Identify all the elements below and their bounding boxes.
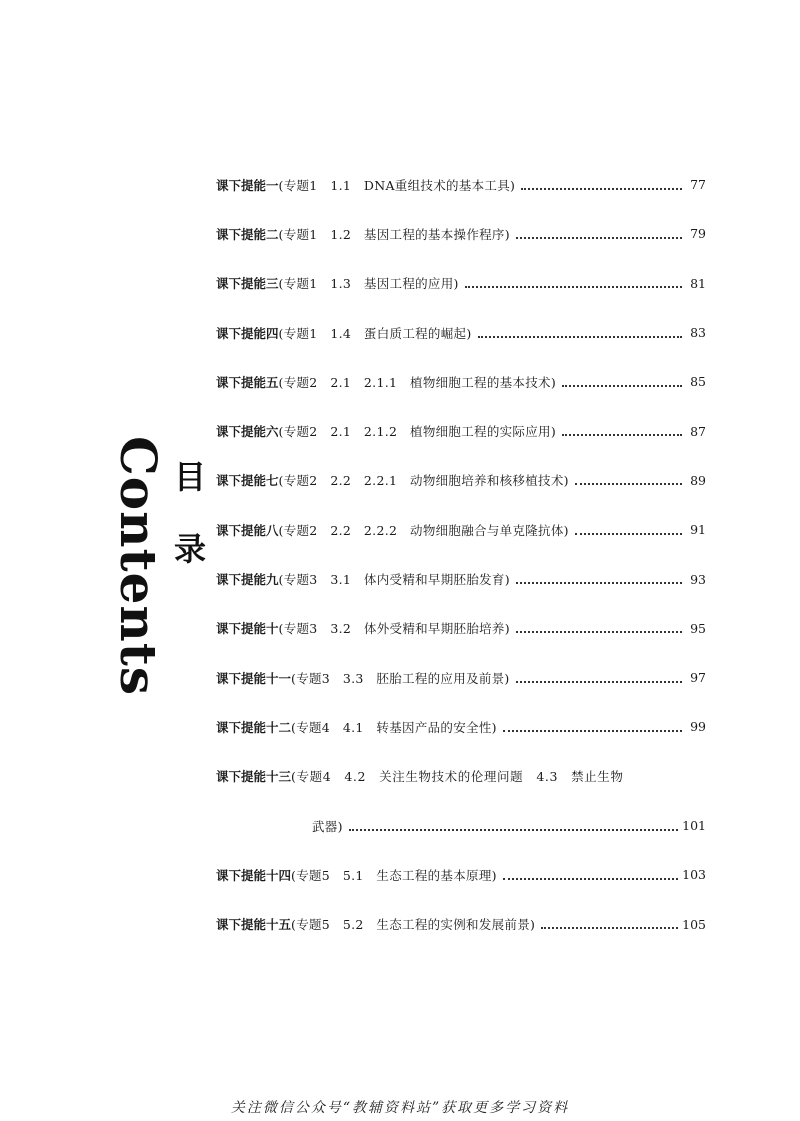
toc-entry-label: 课下提能十四 bbox=[216, 867, 292, 883]
toc-entry-label: 课下提能七 bbox=[216, 473, 279, 489]
toc-entry-page: 97 bbox=[690, 670, 706, 686]
toc-entry-label: 课下提能二 bbox=[216, 226, 279, 242]
toc-leader-dots bbox=[465, 272, 682, 288]
toc-entry-label: 课下提能九 bbox=[216, 572, 279, 588]
toc-entry-title: (专题4 4.2 关注生物技术的伦理问题 4.3 禁止生物 bbox=[291, 769, 624, 785]
toc-entry-page: 105 bbox=[682, 916, 706, 932]
toc-entry-13-continued[interactable] bbox=[216, 801, 706, 850]
toc-entry-page: 81 bbox=[690, 275, 706, 291]
footer-note: 关注微信公众号“教辅资料站”获取更多学习资料 bbox=[230, 1100, 570, 1116]
toc-entry-title: (专题1 1.4 蛋白质工程的崛起) bbox=[278, 325, 472, 341]
toc-entry-page: 83 bbox=[690, 325, 706, 341]
table-of-contents bbox=[216, 160, 706, 949]
toc-entry-page: 89 bbox=[690, 472, 706, 488]
toc-entry-11[interactable] bbox=[216, 653, 706, 702]
toc-entry-3[interactable] bbox=[216, 259, 706, 308]
toc-entry-title: (专题2 2.1 2.1.1 植物细胞工程的基本技术) bbox=[278, 374, 557, 390]
toc-entry-title: (专题3 3.2 体外受精和早期胚胎培养) bbox=[278, 621, 510, 637]
toc-leader-dots bbox=[503, 716, 682, 732]
toc-leader-dots bbox=[575, 519, 682, 535]
toc-leader-dots bbox=[516, 568, 682, 584]
toc-entry-label: 课下提能八 bbox=[216, 522, 279, 538]
toc-entry-title: (专题2 2.2 2.2.1 动物细胞培养和核移植技术) bbox=[278, 473, 569, 489]
toc-entry-1[interactable] bbox=[216, 160, 706, 209]
toc-entry-title-continued: 武器) bbox=[312, 818, 343, 834]
toc-entry-label: 课下提能四 bbox=[216, 325, 279, 341]
toc-entry-2[interactable] bbox=[216, 209, 706, 258]
toc-leader-dots bbox=[349, 815, 678, 831]
toc-entry-title: (专题5 5.1 生态工程的基本原理) bbox=[291, 867, 497, 883]
side-title bbox=[106, 436, 216, 697]
toc-entry-page: 103 bbox=[682, 867, 706, 883]
toc-entry-title: (专题2 2.2 2.2.2 动物细胞融合与单克隆抗体) bbox=[278, 522, 569, 538]
toc-entry-label: 课下提能十 bbox=[216, 621, 279, 637]
toc-entry-14[interactable] bbox=[216, 850, 706, 899]
toc-entry-label: 课下提能六 bbox=[216, 424, 279, 440]
toc-leader-dots bbox=[516, 617, 682, 633]
toc-entry-13[interactable] bbox=[216, 752, 706, 801]
toc-entry-label: 课下提能一 bbox=[216, 177, 279, 193]
toc-entry-4[interactable] bbox=[216, 308, 706, 357]
toc-entry-label: 课下提能十五 bbox=[216, 917, 292, 933]
toc-entry-page: 85 bbox=[690, 374, 706, 390]
toc-entry-page: 99 bbox=[690, 719, 706, 735]
toc-entry-page: 93 bbox=[690, 571, 706, 587]
toc-leader-dots bbox=[562, 371, 682, 387]
toc-entry-6[interactable] bbox=[216, 406, 706, 455]
toc-entry-7[interactable] bbox=[216, 456, 706, 505]
title-chinese: 目录 bbox=[169, 460, 207, 604]
toc-leader-dots bbox=[562, 420, 682, 436]
toc-entry-title: (专题2 2.1 2.1.2 植物细胞工程的实际应用) bbox=[278, 424, 557, 440]
toc-entry-15[interactable] bbox=[216, 899, 706, 948]
toc-entry-page: 79 bbox=[690, 226, 706, 242]
toc-entry-5[interactable] bbox=[216, 357, 706, 406]
toc-entry-9[interactable] bbox=[216, 554, 706, 603]
toc-entry-title: (专题1 1.2 基因工程的基本操作程序) bbox=[278, 226, 510, 242]
toc-leader-dots bbox=[516, 223, 682, 239]
toc-leader-dots bbox=[575, 469, 682, 485]
toc-entry-page: 77 bbox=[690, 177, 706, 193]
toc-entry-title: (专题5 5.2 生态工程的实例和发展前景) bbox=[291, 917, 536, 933]
toc-entry-page: 91 bbox=[690, 522, 706, 538]
toc-leader-dots bbox=[521, 174, 682, 190]
title-english-text: Contents bbox=[109, 436, 168, 697]
toc-entry-page: 95 bbox=[690, 620, 706, 636]
toc-leader-dots bbox=[541, 913, 678, 929]
toc-entry-title: (专题3 3.3 胚胎工程的应用及前景) bbox=[291, 670, 510, 686]
toc-entry-label: 课下提能十二 bbox=[216, 719, 292, 735]
toc-entry-8[interactable] bbox=[216, 505, 706, 554]
toc-entry-label: 课下提能十一 bbox=[216, 670, 292, 686]
toc-entry-page: 101 bbox=[682, 818, 706, 833]
toc-entry-title: (专题3 3.1 体内受精和早期胚胎发育) bbox=[278, 572, 510, 588]
title-english bbox=[106, 436, 168, 697]
toc-leader-dots bbox=[516, 667, 682, 683]
toc-leader-dots bbox=[478, 322, 682, 338]
toc-entry-label: 课下提能三 bbox=[216, 276, 279, 292]
toc-entry-10[interactable] bbox=[216, 604, 706, 653]
toc-entry-page: 87 bbox=[690, 423, 706, 439]
toc-entry-label: 课下提能五 bbox=[216, 374, 279, 390]
toc-entry-label: 课下提能十三 bbox=[216, 769, 292, 785]
toc-entry-title: (专题4 4.1 转基因产品的安全性) bbox=[291, 719, 497, 735]
toc-entry-title: (专题1 1.3 基因工程的应用) bbox=[278, 276, 459, 292]
toc-entry-title: (专题1 1.1 DNA重组技术的基本工具) bbox=[278, 177, 516, 193]
toc-leader-dots bbox=[503, 864, 678, 880]
toc-entry-12[interactable] bbox=[216, 702, 706, 751]
